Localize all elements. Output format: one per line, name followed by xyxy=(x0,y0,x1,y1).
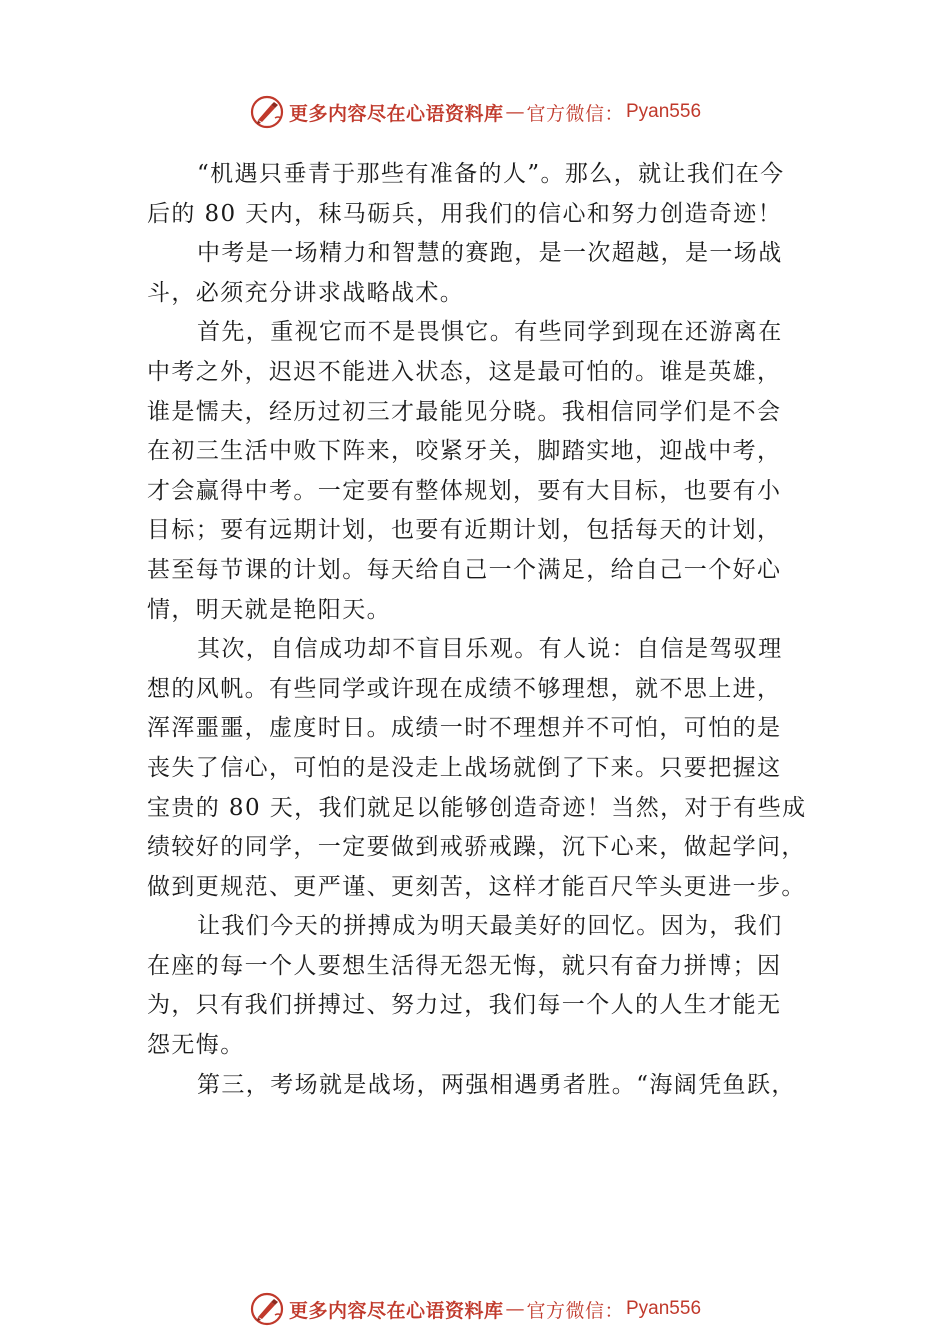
text-line: 首先，重视它而不是畏惧它。有些同学到现在还游离在 xyxy=(197,319,783,346)
text-line: 丧失了信心，可怕的是没走上战场就倒了下来。只要把握这 xyxy=(147,754,782,781)
text-line: 做到更规范、更严谨、更刻苦，这样才能百尺竿头更进一步。 xyxy=(147,873,806,900)
text-line: 中考是一场精力和智慧的赛跑，是一次超越，是一场战 xyxy=(197,240,783,267)
text-line: 其次，自信成功却不盲目乐观。有人说：自信是驾驭理 xyxy=(197,636,783,663)
text-line: 情，明天就是艳阳天。 xyxy=(147,596,391,623)
text-line: 宝贵的 80 天，我们就足以能够创造奇迹！当然，对于有些成 xyxy=(147,794,807,821)
document-body xyxy=(147,155,807,1105)
header-library-text: 更多内容尽在心语资料库 xyxy=(288,102,504,125)
text-line: “机遇只垂青于那些有准备的人”。那么，就让我们在今 xyxy=(197,161,785,187)
text-line: 中考之外，迟迟不能进入状态，这是最可怕的。谁是英雄， xyxy=(147,358,782,385)
footer-banner xyxy=(0,1289,950,1329)
text-line: 目标；要有远期计划，也要有近期计划，包括每天的计划， xyxy=(147,517,782,544)
text-line: 怨无悔。 xyxy=(147,1032,245,1059)
text-line: 在初三生活中败下阵来，咬紧牙关，脚踏实地，迎战中考， xyxy=(147,438,782,465)
text-line: 绩较好的同学，一定要做到戒骄戒躁，沉下心来，做起学问， xyxy=(147,834,806,861)
text-line: 让我们今天的拼搏成为明天最美好的回忆。因为，我们 xyxy=(197,913,783,940)
text-line: 想的风帆。有些同学或许现在成绩不够理想，就不思上进， xyxy=(147,675,782,702)
footer-wechat-id: Pyan556 xyxy=(626,1298,702,1319)
text-line: 甚至每节课的计划。每天给自己一个满足，给自己一个好心 xyxy=(147,556,782,583)
text-line: 浑浑噩噩，虚度时日。成绩一时不理想并不可怕，可怕的是 xyxy=(147,715,782,742)
text-line: 第三，考场就是战场，两强相遇勇者胜。“海阔凭鱼跃， xyxy=(197,1071,796,1098)
pen-nib-logo-icon xyxy=(249,94,285,130)
footer-wechat-label: 官方微信： xyxy=(526,1299,624,1322)
pen-nib-logo-icon xyxy=(249,1291,285,1327)
footer-library-text: 更多内容尽在心语资料库 xyxy=(288,1299,504,1322)
text-line: 斗，必须充分讲求战略战术。 xyxy=(147,279,465,306)
text-line: 后的 80 天内，秣马砺兵，用我们的信心和努力创造奇迹！ xyxy=(147,200,783,227)
header-banner xyxy=(0,92,950,132)
text-line: 在座的每一个人要想生活得无怨无悔，就只有奋力拼博；因 xyxy=(147,952,782,979)
footer-dash: — xyxy=(505,1298,525,1320)
text-line: 为，只有我们拼搏过、努力过，我们每一个人的人生才能无 xyxy=(147,992,782,1019)
header-wechat-id: Pyan556 xyxy=(626,101,702,122)
header-wechat-label: 官方微信： xyxy=(526,102,624,125)
header-dash: — xyxy=(505,101,525,123)
text-line: 才会赢得中考。一定要有整体规划，要有大目标，也要有小 xyxy=(147,477,782,504)
text-line: 谁是懦夫，经历过初三才最能见分晓。我相信同学们是不会 xyxy=(147,398,782,425)
